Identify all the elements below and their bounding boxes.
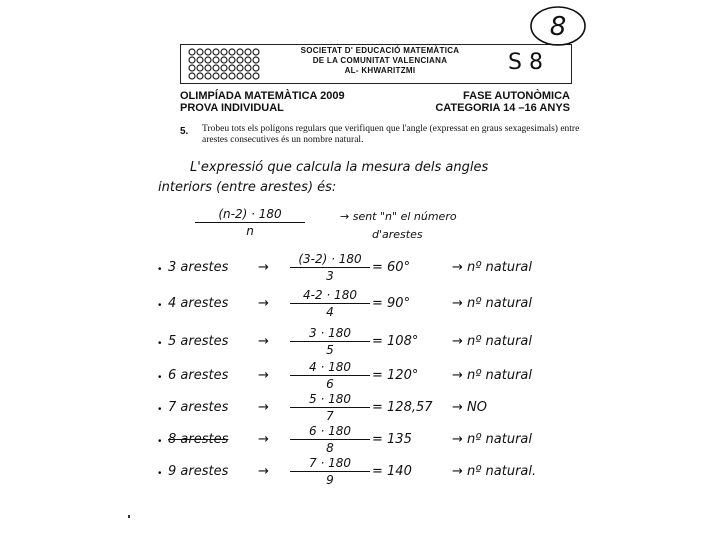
society-logo-icon [184,46,264,80]
row-arrow: → [258,368,269,383]
society-line: DE LA COMUNITAT VALENCIANA [312,56,448,65]
score-value: 8 [549,12,567,42]
formula-numerator: (n-2) · 180 [195,207,305,223]
row-denominator: 4 [326,305,334,319]
society-name [280,46,480,76]
scan-mark [128,515,130,518]
row-denominator: 3 [326,269,334,283]
row-result: = 128,57 [372,400,433,415]
student-code: S 8 [508,50,543,75]
row-result: = 120° [372,368,419,383]
row-denominator: 9 [326,473,334,487]
row-note: → nº natural [452,368,532,383]
row-numerator: 4 · 180 [290,360,370,376]
row-arrow: → [258,296,269,311]
row-numerator: 5 · 180 [290,392,370,408]
row-note: → nº natural [452,260,532,275]
formula-note: → sent "n" el número [340,210,457,223]
row-bullet: • [158,404,162,415]
row-arrow: → [258,464,269,479]
row-bullet: • [158,468,162,479]
row-denominator: 7 [326,409,334,423]
formula-note-cont: d'arestes [372,228,423,241]
row-result: = 60° [372,260,411,275]
row-numerator: 3 · 180 [290,326,370,342]
row-label: 9 arestes [168,464,229,479]
row-result: = 108° [372,334,419,349]
row-fraction [290,288,370,319]
society-line: SOCIETAT D' EDUCACIÓ MATEMÀTICA [300,46,460,55]
general-formula [195,207,305,238]
row-bullet: • [158,300,162,311]
olympiad-title [180,90,345,114]
row-fraction [290,392,370,423]
score-circle-icon [528,4,588,48]
row-numerator: 6 · 180 [290,424,370,440]
answer-intro-line1: L'expressió que calcula la mesura dels angles [190,160,489,175]
row-arrow: → [258,260,269,275]
row-label: 6 arestes [168,368,229,383]
row-bullet: • [158,264,162,275]
title-line: PROVA INDIVIDUAL [180,102,284,114]
row-arrow: → [258,334,269,349]
title-line: CATEGORIA 14 –16 ANYS [435,102,570,114]
row-result: = 135 [372,432,412,447]
row-bullet: • [158,338,162,349]
row-fraction [290,424,370,455]
row-numerator: 4-2 · 180 [290,288,370,304]
question-text: Trobeu tots els polígons regulars que verifiquen que l'angle (expressat en graus sexagesimals) entre arestes consecutives és un nombre natural. [202,124,580,145]
row-numerator: 7 · 180 [290,456,370,472]
row-result: = 90° [372,296,411,311]
row-denominator: 8 [326,441,334,455]
row-bullet: • [158,436,162,447]
formula-denominator: n [246,224,254,238]
row-label: 5 arestes [168,334,229,349]
row-fraction [290,326,370,357]
row-fraction [290,456,370,487]
row-note: → nº natural [452,334,532,349]
title-line: FASE AUTONÒMICA [463,90,570,102]
question-number: 5. [180,126,189,137]
row-note: → nº natural [452,432,532,447]
row-bullet: • [158,372,162,383]
row-denominator: 5 [326,343,334,357]
row-denominator: 6 [326,377,334,391]
row-arrow: → [258,400,269,415]
row-note: → nº natural [452,296,532,311]
row-label: 8 arestes [168,432,229,447]
row-fraction [290,252,370,283]
row-numerator: (3-2) · 180 [290,252,370,268]
answer-intro-line2: interiors (entre arestes) és: [158,180,337,195]
row-note: → nº natural. [452,464,537,479]
row-label: 3 arestes [168,260,229,275]
row-label: 4 arestes [168,296,229,311]
society-line: AL- KHWARITZMI [344,66,416,75]
row-note: → NO [452,400,487,415]
phase-title [405,90,570,114]
row-fraction [290,360,370,391]
row-label: 7 arestes [168,400,229,415]
title-line: OLIMPÍADA MATEMÀTICA 2009 [180,90,345,102]
row-arrow: → [258,432,269,447]
row-result: = 140 [372,464,412,479]
